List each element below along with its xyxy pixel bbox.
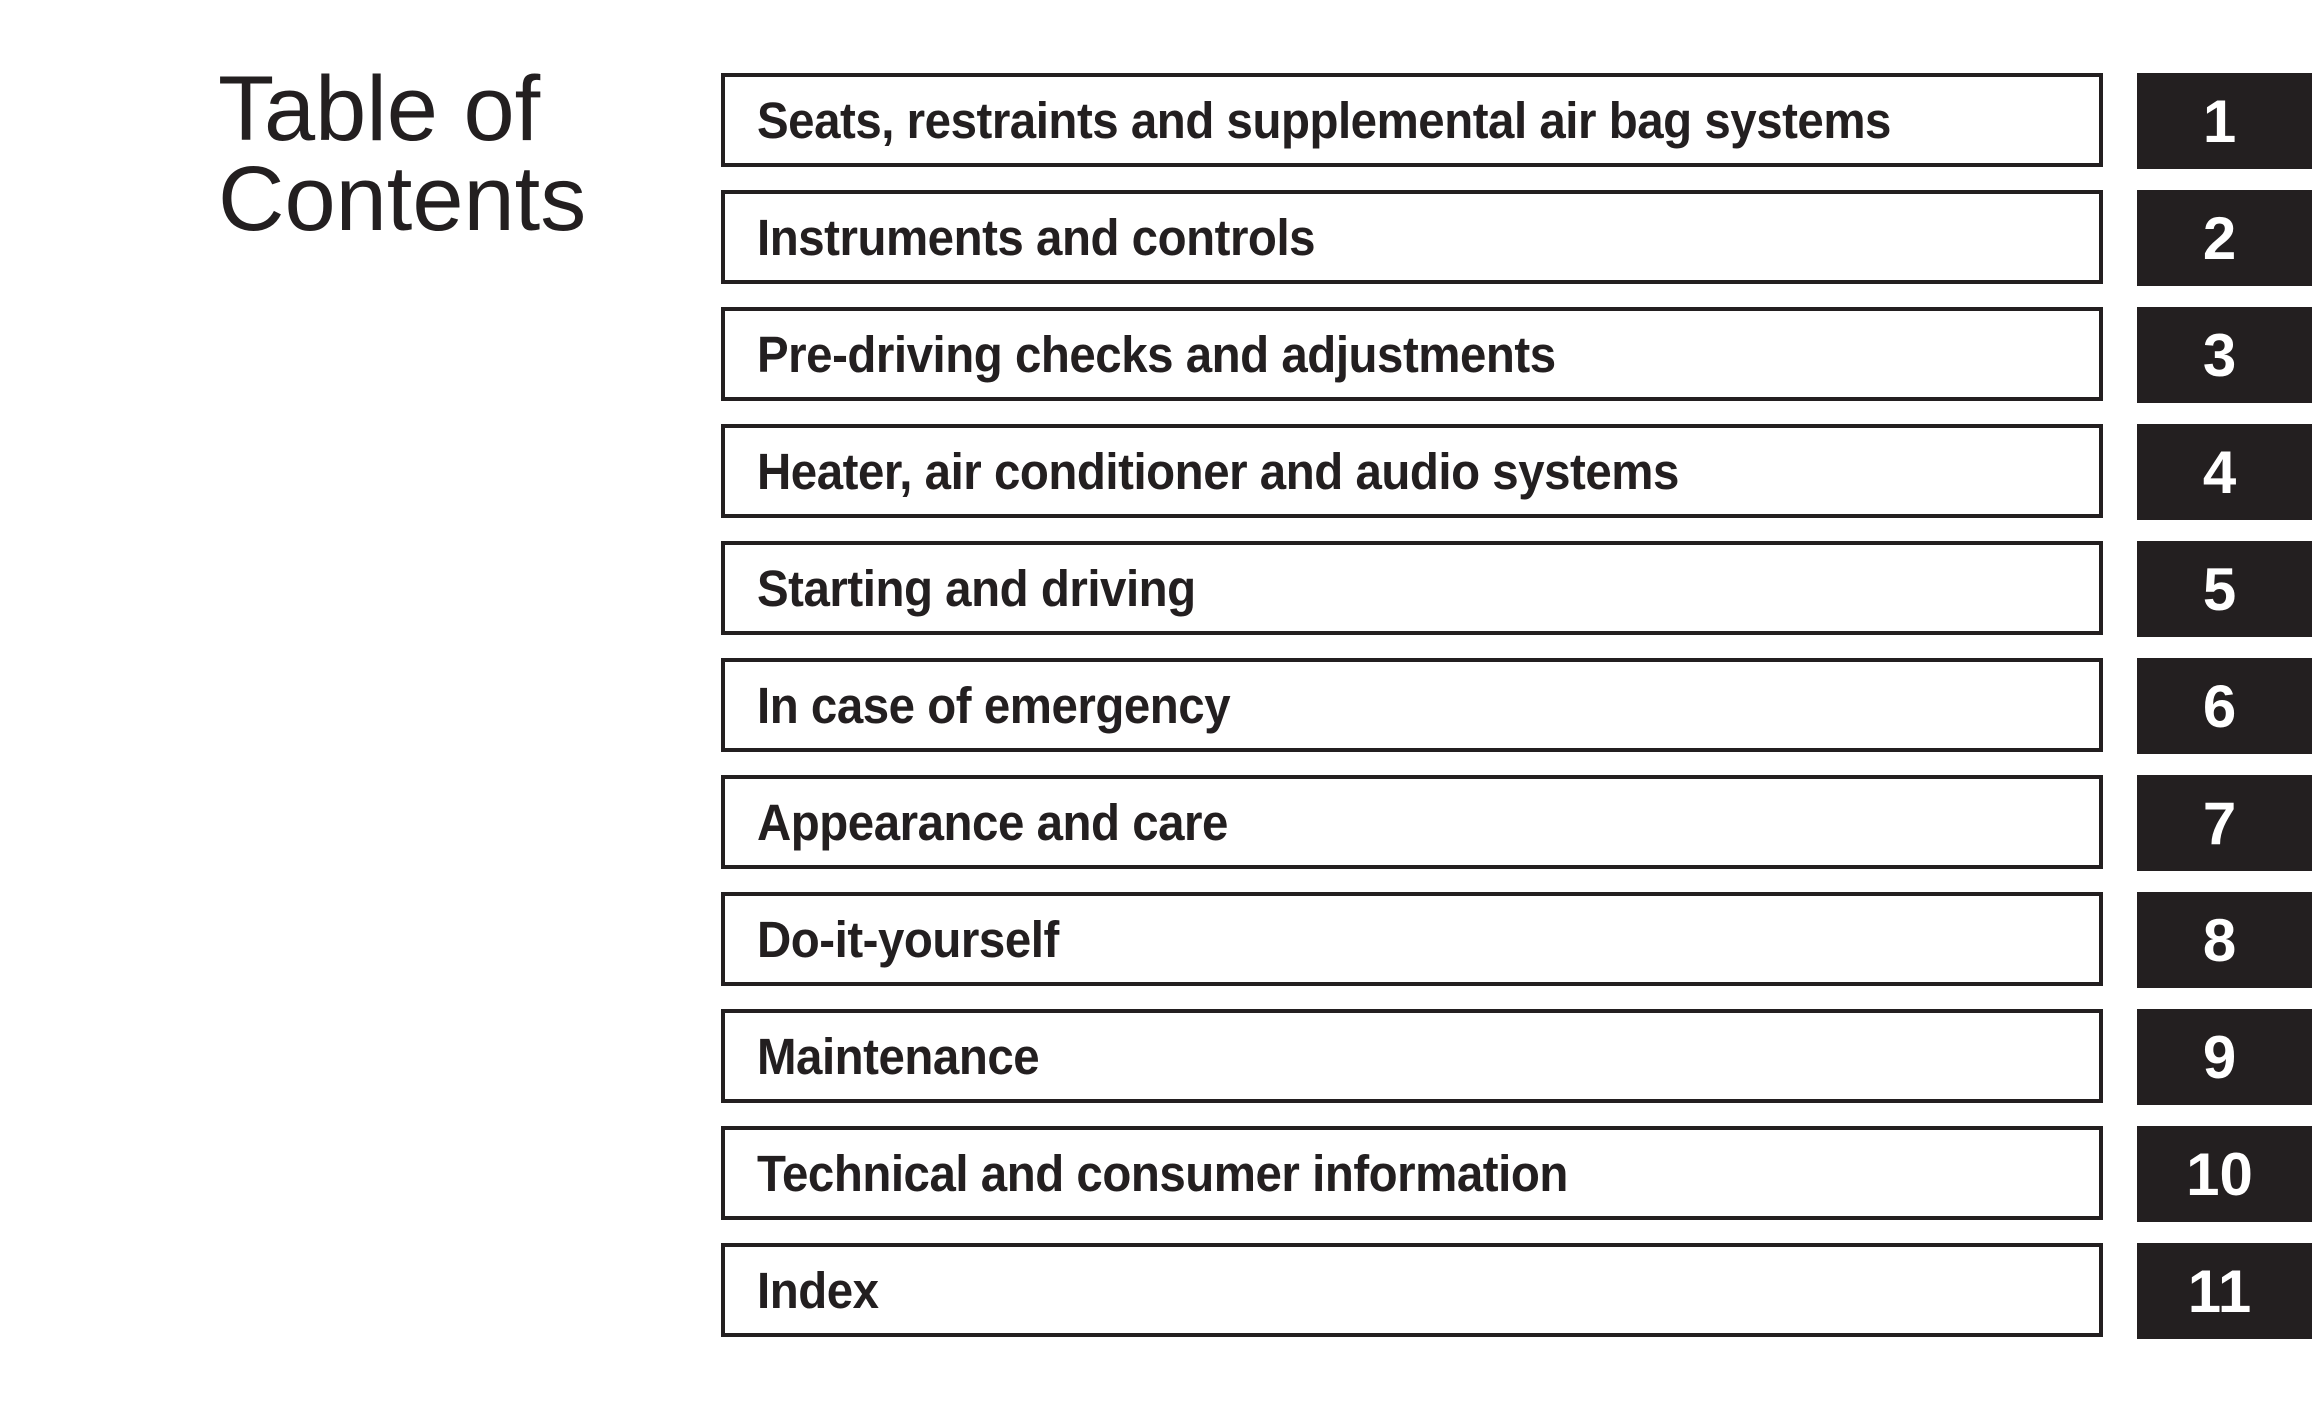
- chapter-title-8: Do-it-yourself: [757, 910, 1059, 968]
- chapter-title-7: Appearance and care: [757, 793, 1228, 851]
- chapter-number-3: 3: [2202, 321, 2237, 389]
- chapter-number-10: 10: [2186, 1140, 2253, 1208]
- chapter-link-1[interactable]: [721, 73, 2103, 167]
- chapter-number-2: 2: [2202, 204, 2237, 272]
- toc-row-1: [0, 73, 2312, 169]
- chapter-tab-9[interactable]: [2137, 1009, 2312, 1105]
- chapter-tab-4[interactable]: [2137, 424, 2312, 520]
- toc-row-2: [0, 190, 2312, 286]
- chapter-title-2: Instruments and controls: [757, 208, 1316, 266]
- chapter-number-8: 8: [2202, 906, 2237, 974]
- toc-row-6: [0, 658, 2312, 754]
- toc-row-3: [0, 307, 2312, 403]
- chapter-title-10: Technical and consumer information: [757, 1144, 1568, 1202]
- toc-row-7: [0, 775, 2312, 871]
- chapter-number-7: 7: [2202, 789, 2237, 857]
- chapter-link-2[interactable]: [721, 190, 2103, 284]
- chapter-tab-6[interactable]: [2137, 658, 2312, 754]
- toc-row-5: [0, 541, 2312, 637]
- chapter-title-1: Seats, restraints and supplemental air bag systems: [757, 91, 1891, 149]
- chapter-tab-1[interactable]: [2137, 73, 2312, 169]
- chapter-title-6: In case of emergency: [757, 676, 1231, 734]
- chapter-title-11: Index: [757, 1261, 879, 1319]
- chapter-number-9: 9: [2202, 1023, 2237, 1091]
- chapter-tab-2[interactable]: [2137, 190, 2312, 286]
- chapter-tab-3[interactable]: [2137, 307, 2312, 403]
- toc-row-4: [0, 424, 2312, 520]
- chapter-title-4: Heater, air conditioner and audio systems: [757, 442, 1679, 500]
- chapter-title-3: Pre-driving checks and adjustments: [757, 325, 1556, 383]
- chapter-link-5[interactable]: [721, 541, 2103, 635]
- toc-row-10: [0, 1126, 2312, 1222]
- chapter-tab-8[interactable]: [2137, 892, 2312, 988]
- chapter-number-6: 6: [2202, 672, 2237, 740]
- chapter-number-5: 5: [2202, 555, 2237, 623]
- chapter-tab-10[interactable]: [2137, 1126, 2312, 1222]
- toc-row-8: [0, 892, 2312, 988]
- chapter-link-3[interactable]: [721, 307, 2103, 401]
- chapter-link-4[interactable]: [721, 424, 2103, 518]
- toc-row-11: [0, 1243, 2312, 1339]
- chapter-number-4: 4: [2202, 438, 2237, 506]
- chapter-tab-11[interactable]: [2137, 1243, 2312, 1339]
- page-title-line-1: Table of: [218, 58, 541, 160]
- chapter-number-1: 1: [2202, 87, 2237, 155]
- toc-row-9: [0, 1009, 2312, 1105]
- chapter-link-11[interactable]: [721, 1243, 2103, 1337]
- chapter-tab-5[interactable]: [2137, 541, 2312, 637]
- chapter-link-6[interactable]: [721, 658, 2103, 752]
- chapter-number-11: 11: [2187, 1257, 2252, 1325]
- chapter-link-7[interactable]: [721, 775, 2103, 869]
- chapter-link-8[interactable]: [721, 892, 2103, 986]
- page-title-line-2: Contents: [218, 148, 587, 250]
- chapter-link-10[interactable]: [721, 1126, 2103, 1220]
- chapter-link-9[interactable]: [721, 1009, 2103, 1103]
- chapter-title-5: Starting and driving: [757, 559, 1196, 617]
- chapter-title-9: Maintenance: [757, 1027, 1040, 1085]
- chapter-tab-7[interactable]: [2137, 775, 2312, 871]
